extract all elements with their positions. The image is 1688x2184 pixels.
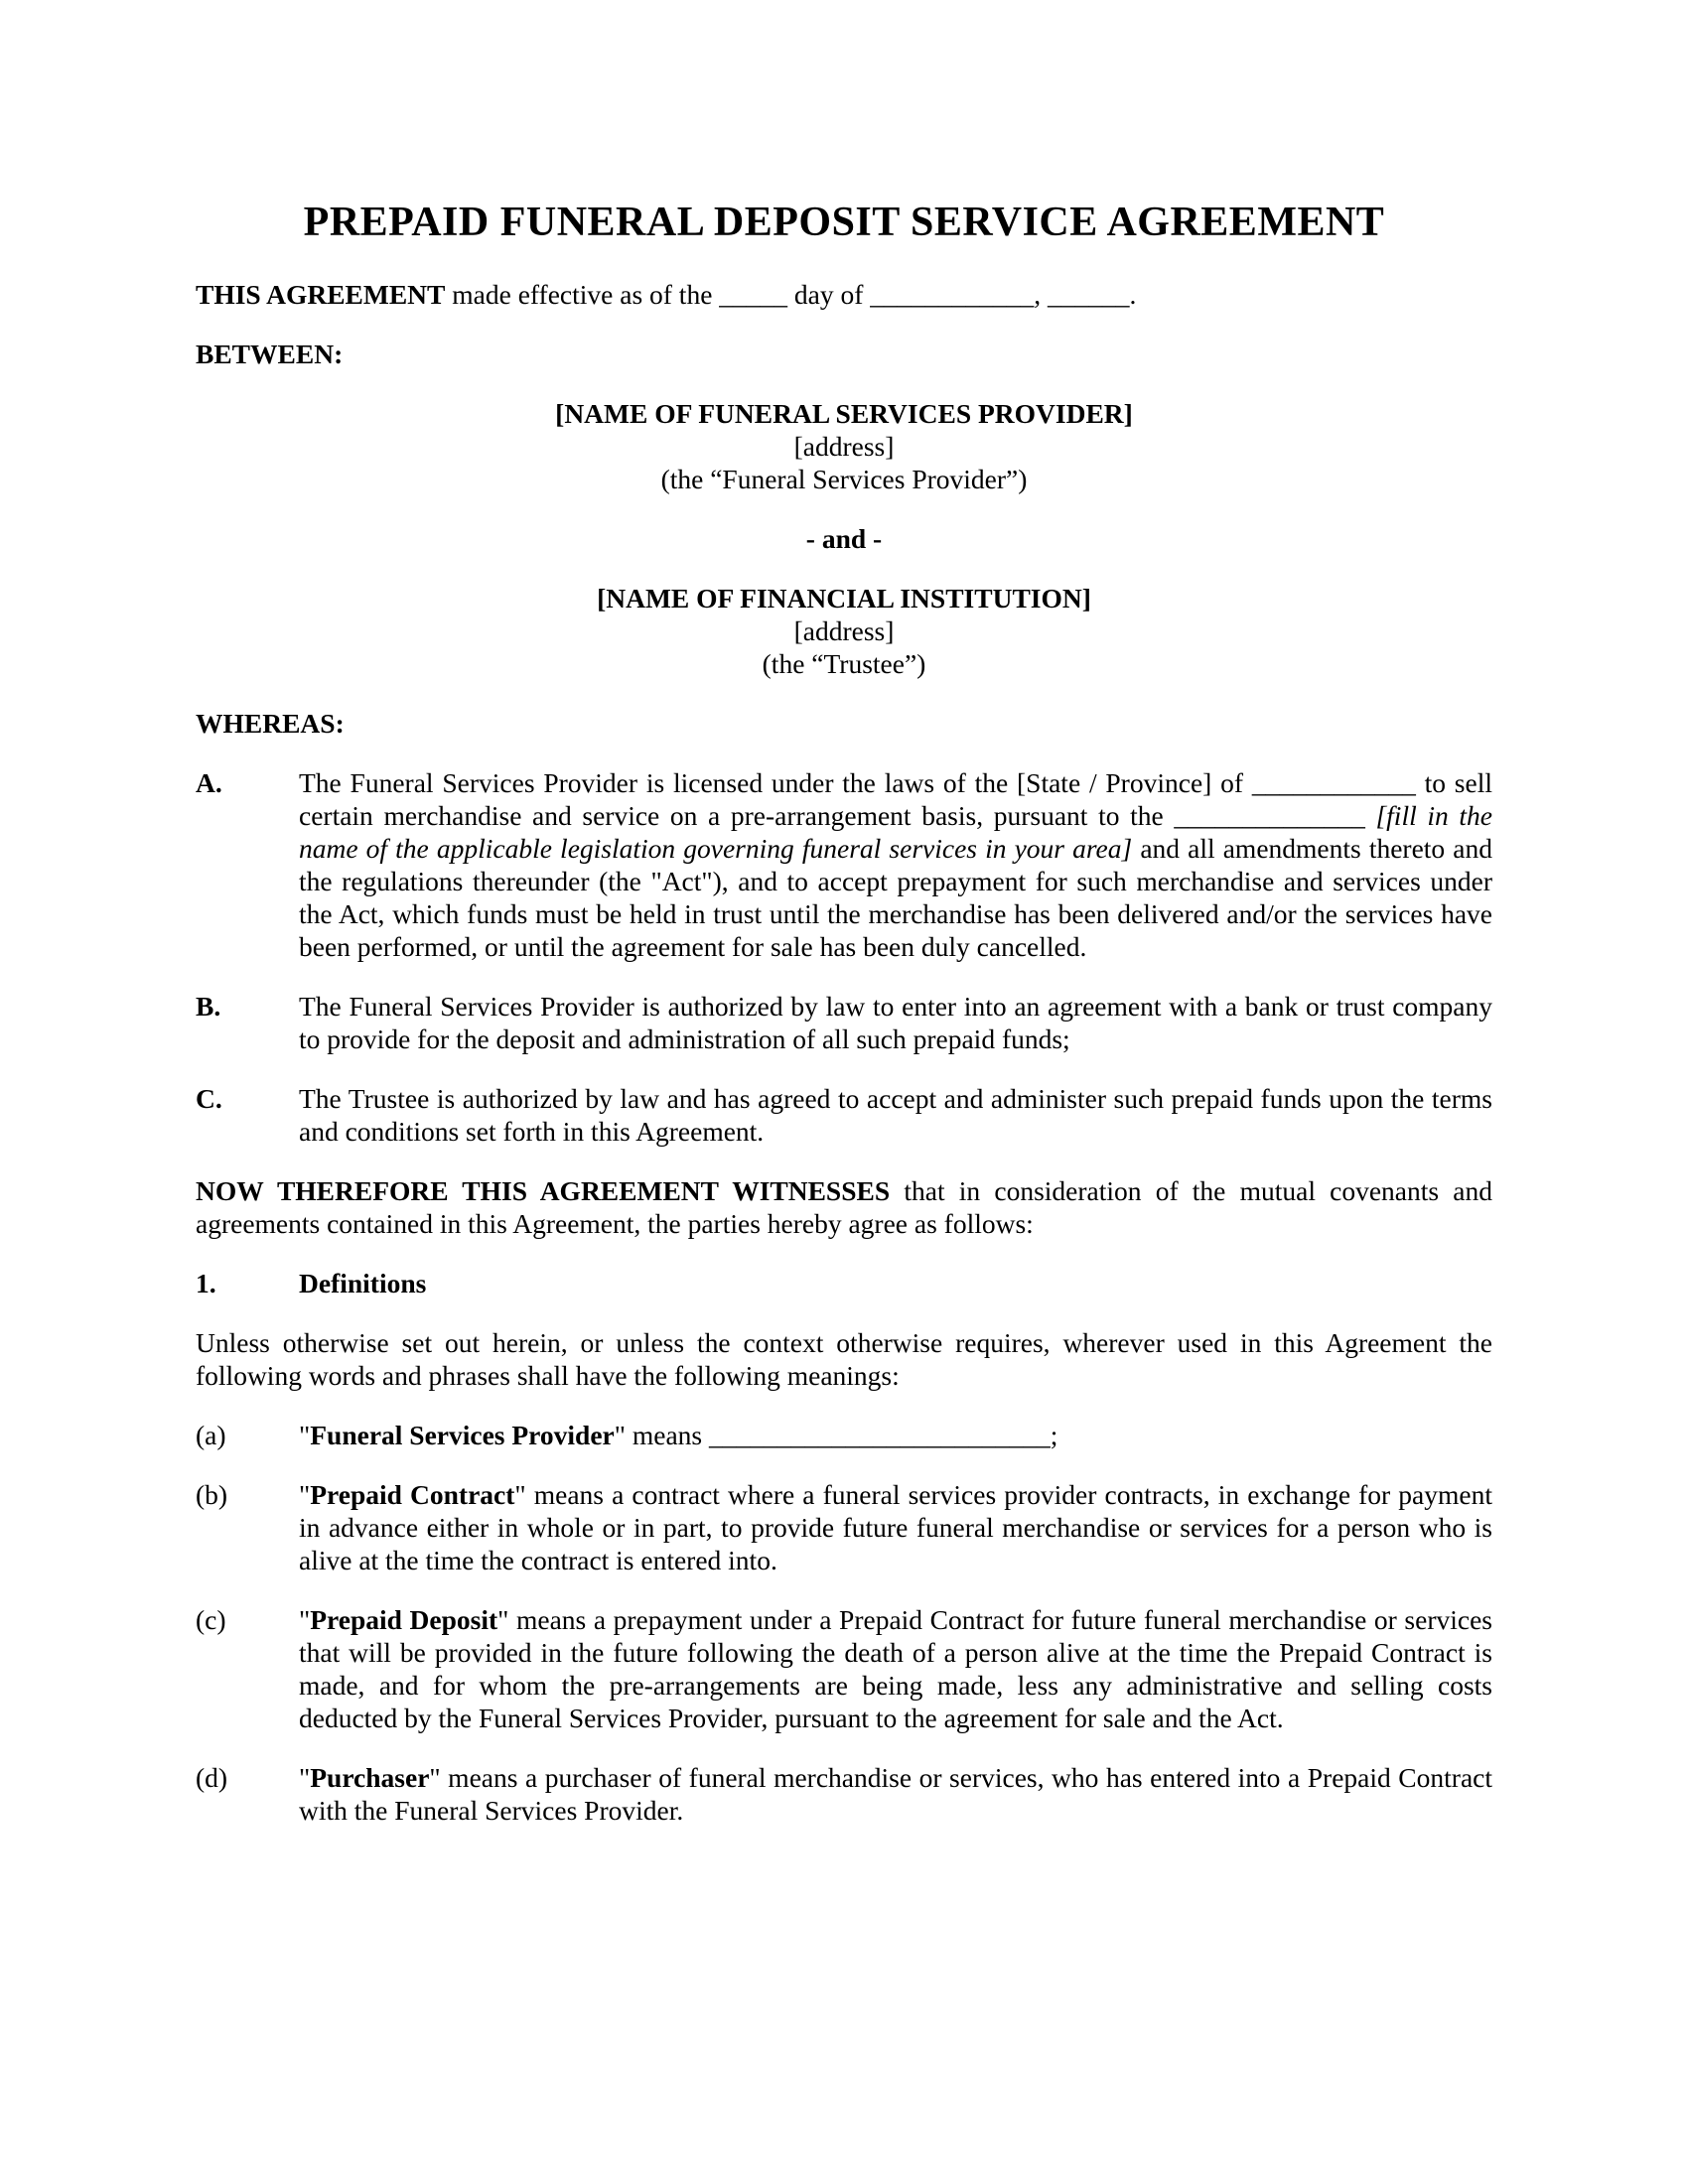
definition-c-rest: " means a prepayment under a Prepaid Contract for future funeral merchandise or services that will be provided in the future following the death of a person alive at the time the Prepaid Contract is made, and for whom the pre-arrangements are being made, less any administrative and selling costs deducted by the Funeral Services Provider, pursuant to the agreement for sale and the Act.	[299, 1604, 1492, 1734]
definition-c	[196, 1603, 1492, 1734]
definition-a-open-quote: "	[299, 1420, 311, 1451]
now-therefore-lead: NOW THEREFORE THIS AGREEMENT WITNESSES	[196, 1175, 891, 1207]
now-therefore-rest: that in consideration of the mutual covenants and agreements contained in this Agreement, the parties hereby agree as follows:	[196, 1175, 1492, 1240]
definition-d-open-quote: "	[299, 1762, 311, 1794]
section-1-number: 1.	[196, 1268, 216, 1299]
definition-c-text	[299, 1603, 1492, 1734]
party-trustee	[196, 582, 1492, 680]
document-title: PREPAID FUNERAL DEPOSIT SERVICE AGREEMENT	[303, 200, 1385, 245]
definition-d	[196, 1761, 1492, 1827]
section-1-heading: Definitions	[299, 1268, 427, 1299]
and-separator: - and -	[805, 523, 883, 555]
definition-b-label: (b)	[196, 1479, 228, 1511]
intro-lead: THIS AGREEMENT	[196, 279, 446, 311]
party-provider	[196, 397, 1492, 495]
whereas-label: WHEREAS:	[196, 708, 345, 740]
recital-c-text: The Trustee is authorized by law and has agreed to accept and administer such prepaid funds upon the terms and conditions set forth in this Agreement.	[299, 1083, 1492, 1148]
definition-b	[196, 1478, 1492, 1576]
definition-a-term: Funeral Services Provider	[310, 1420, 615, 1451]
recital-a-post: and all amendments thereto and the regulations thereunder (the "Act"), and to accept prepayment for such merchandise and services under the Act, which funds must be held in trust until the merchandise has been delivered and/or the services have been performed, or until the agreement for sale has been duly cancelled.	[299, 833, 1492, 963]
recital-a-text	[299, 766, 1492, 963]
definition-b-term: Prepaid Contract	[310, 1479, 515, 1511]
definition-b-open-quote: "	[299, 1479, 311, 1511]
recital-c	[196, 1082, 1492, 1148]
recital-b-label: B.	[196, 991, 221, 1023]
party-provider-name: [NAME OF FUNERAL SERVICES PROVIDER]	[555, 398, 1133, 430]
definition-d-rest: " means a purchaser of funeral merchandise or services, who has entered into a Prepaid Contract with the Funeral Services Provider.	[299, 1762, 1492, 1827]
intro-rest: made effective as of the _____ day of ____________, ______.	[445, 279, 1137, 311]
definition-c-label: (c)	[196, 1604, 226, 1636]
now-therefore-paragraph	[196, 1174, 1492, 1240]
recital-a-italic-note: [fill in the name of the applicable legislation governing funeral services in your area]	[299, 800, 1492, 865]
definition-b-rest: " means a contract where a funeral services provider contracts, in exchange for payment in advance either in whole or in part, to provide future funeral merchandise or services for a person who is alive at the time the contract is entered into.	[299, 1479, 1492, 1576]
recital-c-label: C.	[196, 1083, 222, 1115]
definition-a-rest: " means _________________________;	[614, 1420, 1058, 1451]
definitions-intro: Unless otherwise set out herein, or unless the context otherwise requires, wherever used in this Agreement the following words and phrases shall have the following meanings:	[196, 1327, 1492, 1392]
between-label: BETWEEN:	[196, 339, 344, 370]
party-trustee-name: [NAME OF FINANCIAL INSTITUTION]	[597, 583, 1091, 614]
party-trustee-address: [address]	[793, 615, 895, 647]
party-provider-address: [address]	[793, 431, 895, 463]
party-provider-alias: (the “Funeral Services Provider”)	[660, 464, 1028, 495]
definition-b-text	[299, 1478, 1492, 1576]
party-trustee-alias: (the “Trustee”)	[762, 648, 926, 680]
recital-b-text: The Funeral Services Provider is authorized by law to enter into an agreement with a bank or trust company to provide for the deposit and administration of all such prepaid funds;	[299, 991, 1492, 1055]
definition-a	[196, 1419, 1492, 1451]
definition-a-label: (a)	[196, 1420, 226, 1451]
definition-d-label: (d)	[196, 1762, 228, 1794]
definition-d-text	[299, 1761, 1492, 1827]
section-1-heading-row	[196, 1267, 1492, 1299]
definition-c-open-quote: "	[299, 1604, 311, 1636]
definition-a-text	[299, 1419, 1492, 1451]
recital-b	[196, 990, 1492, 1055]
recital-a	[196, 766, 1492, 963]
definition-d-term: Purchaser	[310, 1762, 430, 1794]
recital-a-pre: The Funeral Services Provider is licensed under the laws of the [State / Province] of ____________ to sell certain merchandise and service on a pre-arrangement basis, pursuant to the ______________	[299, 767, 1492, 832]
recital-a-label: A.	[196, 767, 222, 799]
definition-c-term: Prepaid Deposit	[310, 1604, 498, 1636]
intro-paragraph	[196, 278, 1492, 311]
